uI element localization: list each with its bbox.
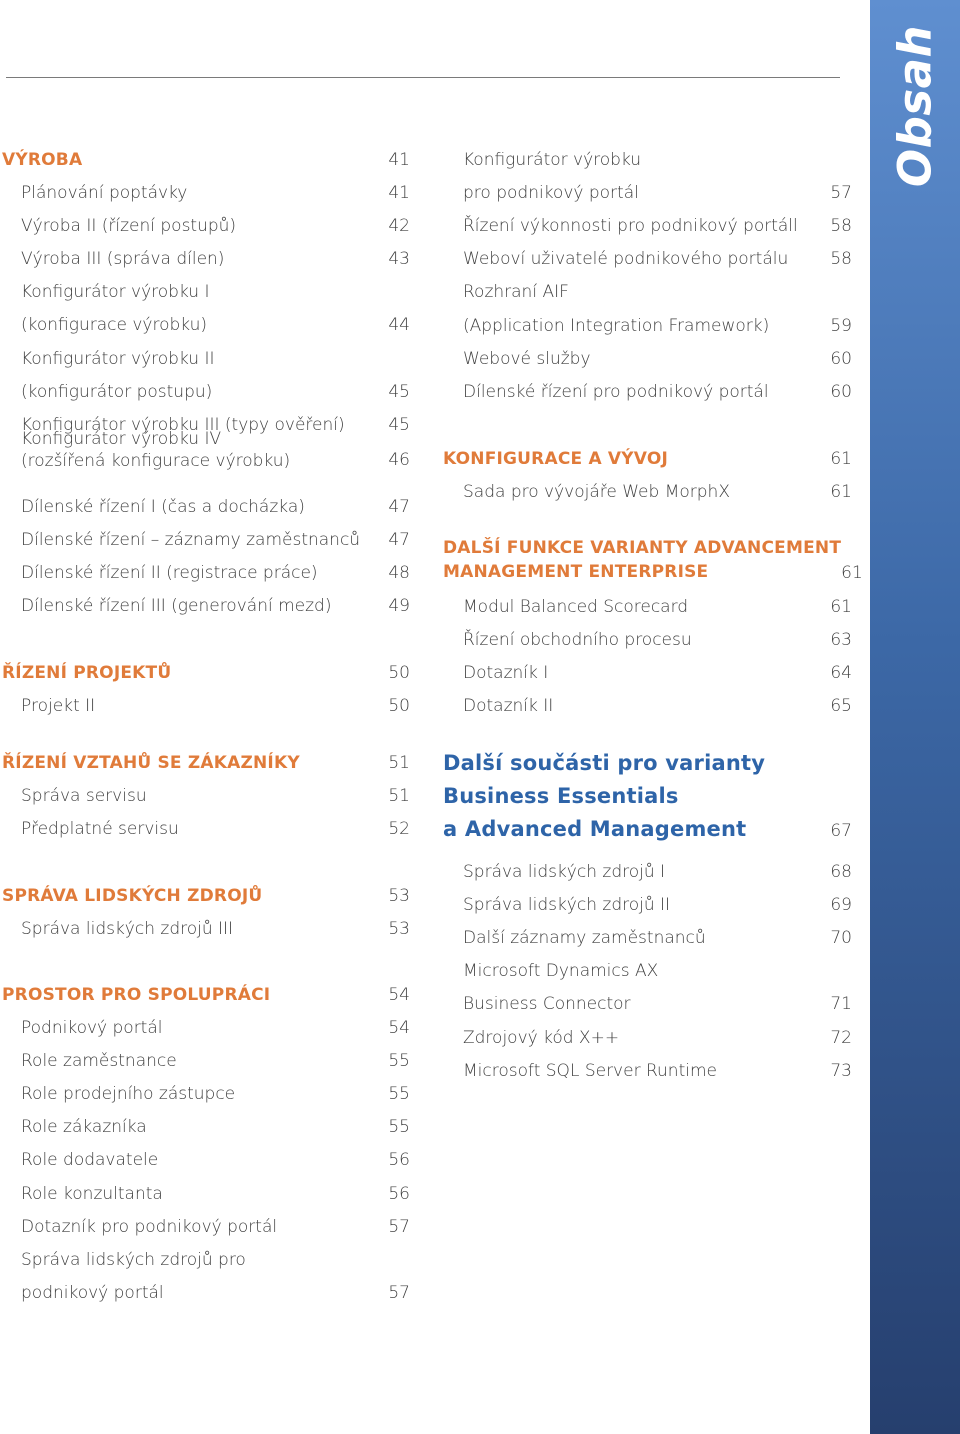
section-title: KONFIGURACE A VÝVOJ: [443, 448, 669, 469]
page-number: 59: [830, 315, 852, 336]
toc-entry[interactable]: [442, 209, 852, 242]
toc-entry[interactable]: [0, 1243, 410, 1276]
page-number: 58: [830, 215, 852, 236]
entry-title: Dílenské řízení I (čas a docházka): [21, 496, 305, 517]
page-number: 52: [388, 818, 410, 839]
entry-title: Modul Balanced Scorecard: [463, 596, 689, 617]
toc-entry[interactable]: [442, 855, 852, 888]
entry-title: Řízení výkonnosti pro podnikový portáll: [463, 215, 798, 236]
entry-title: Role dodavatele: [21, 1150, 159, 1171]
toc-entry[interactable]: [0, 176, 410, 209]
toc-entry[interactable]: [442, 176, 852, 209]
entry-title: Dotazník II: [463, 696, 554, 717]
page-number: 63: [830, 629, 852, 650]
toc-entry[interactable]: [0, 276, 410, 309]
page-number: 42: [388, 215, 410, 236]
toc-entry[interactable]: [0, 1210, 410, 1243]
toc-entry[interactable]: [442, 143, 852, 176]
section-title: PROSTOR PRO SPOLUPRÁCI: [2, 984, 271, 1005]
page-number: 57: [388, 1283, 410, 1304]
section-title-line2: MANAGEMENT ENTERPRISE: [443, 562, 709, 582]
entry-title: Předplatné servisu: [21, 818, 179, 839]
toc-entry[interactable]: [442, 1054, 852, 1087]
section-title: ŘÍZENÍ VZTAHŮ SE ZÁKAZNÍKY: [2, 752, 300, 773]
toc-entry[interactable]: [442, 656, 852, 689]
entry-title: Konfigurátor výrobku III (typy ověření): [21, 414, 345, 435]
page-number: 61: [841, 563, 863, 583]
page-number: 60: [830, 348, 852, 369]
entry-title: (konfigurace výrobku): [21, 315, 208, 336]
section-title-line2: Business Essentials: [443, 784, 679, 808]
entry-title: Webové služby: [463, 348, 591, 369]
page-number: 65: [830, 696, 852, 717]
toc-entry[interactable]: [0, 1011, 410, 1044]
toc-section-dalsi-soucasti[interactable]: [442, 751, 852, 846]
entry-title: (Application Integration Framework): [463, 315, 770, 336]
entry-title-line1: Konfigurátor výrobku IV: [21, 429, 222, 449]
toc-section-dalsi-funkce[interactable]: [442, 536, 863, 584]
toc-entry[interactable]: [0, 427, 410, 473]
page-number: 53: [388, 885, 410, 906]
page-number: 47: [388, 496, 410, 517]
entry-title: Řízení obchodního procesu: [463, 629, 692, 650]
page-number: 44: [388, 315, 410, 336]
entry-title: Zdrojový kód X++: [463, 1027, 620, 1048]
page-number: 56: [388, 1183, 410, 1204]
page-number: 50: [388, 695, 410, 716]
toc-section-zdroje[interactable]: [0, 879, 410, 912]
page-number: 48: [388, 562, 410, 583]
page-number: 68: [830, 861, 852, 882]
page-number: 51: [388, 785, 410, 806]
toc-entry[interactable]: [0, 490, 410, 523]
toc-entry[interactable]: [442, 342, 852, 375]
page-number: 45: [388, 381, 410, 402]
page-number: 55: [388, 1083, 410, 1104]
toc-entry[interactable]: [442, 475, 852, 508]
entry-title: podnikový portál: [21, 1283, 164, 1304]
header-rule: [6, 77, 840, 78]
page-number: 49: [388, 596, 410, 617]
page-number: 72: [830, 1027, 852, 1048]
page-number: 55: [388, 1117, 410, 1138]
section-title: SPRÁVA LIDSKÝCH ZDROJŮ: [2, 885, 263, 906]
toc-entry[interactable]: [0, 689, 410, 722]
page-number: 69: [830, 894, 852, 915]
entry-title: Další záznamy zaměstnanců: [463, 927, 706, 948]
toc-entry[interactable]: [0, 812, 410, 845]
page-number: 71: [830, 994, 852, 1015]
toc-entry[interactable]: [442, 921, 852, 954]
page-number: 51: [388, 752, 410, 773]
toc-entry[interactable]: [442, 375, 852, 408]
page-number: 64: [830, 662, 852, 683]
entry-title: Podnikový portál: [21, 1017, 163, 1038]
page-number: 54: [388, 1017, 410, 1038]
page-number: 43: [388, 248, 410, 269]
page-number: 57: [830, 182, 852, 203]
entry-title: Weboví uživatelé podnikového portálu: [463, 249, 789, 270]
page-number: 57: [388, 1216, 410, 1237]
toc-entry[interactable]: [0, 1077, 410, 1110]
entry-title: Výroba II (řízení postupů): [21, 215, 237, 236]
page-number: 70: [830, 927, 852, 948]
sidebar-band: [870, 0, 960, 1434]
toc-entry[interactable]: [442, 623, 852, 656]
toc-entry[interactable]: [442, 690, 852, 723]
toc-entry[interactable]: [0, 590, 410, 623]
entry-title: Role konzultanta: [21, 1183, 163, 1204]
entry-title: Konfigurátor výrobku II: [21, 348, 215, 369]
toc-entry[interactable]: [442, 276, 852, 309]
toc-entry[interactable]: [0, 209, 410, 242]
entry-title: Dílenské řízení pro podnikový portál: [463, 381, 769, 402]
toc-entry[interactable]: [0, 1277, 410, 1310]
section-title: ŘÍZENÍ PROJEKTŮ: [2, 662, 172, 683]
entry-title: pro podnikový portál: [463, 182, 639, 203]
toc-entry[interactable]: [442, 1021, 852, 1054]
entry-title: Role prodejního zástupce: [21, 1083, 236, 1104]
section-title-line1: Další součásti pro varianty: [443, 751, 766, 775]
toc-entry[interactable]: [0, 375, 410, 408]
entry-title: Projekt II: [21, 695, 96, 716]
toc-entry[interactable]: [442, 955, 852, 988]
page-number: 60: [830, 381, 852, 402]
toc-section-projekty[interactable]: [0, 656, 410, 689]
section-title-line3: a Advanced Management: [443, 817, 747, 841]
toc-entry[interactable]: [0, 1111, 410, 1144]
entry-title: Konfigurátor výrobku: [463, 149, 642, 170]
toc-entry[interactable]: [442, 309, 852, 342]
page-number: 56: [388, 1150, 410, 1171]
toc-entry[interactable]: [0, 556, 410, 589]
entry-title: Microsoft Dynamics AX: [463, 961, 659, 982]
entry-title: Role zaměstnance: [21, 1050, 177, 1071]
page-number: 46: [388, 450, 410, 470]
page-number: 61: [830, 481, 852, 502]
page-number: 45: [388, 414, 410, 435]
page-number: 50: [388, 662, 410, 683]
toc-entry[interactable]: [0, 1144, 410, 1177]
entry-title: Správa servisu: [21, 785, 147, 806]
toc-entry[interactable]: [442, 243, 852, 276]
toc-entry[interactable]: [442, 988, 852, 1021]
entry-title: Dotazník I: [463, 662, 549, 683]
toc-section-konfigurace[interactable]: [442, 442, 852, 475]
entry-title: Správa lidských zdrojů I: [463, 861, 666, 882]
entry-title: Sada pro vývojáře Web MorphX: [463, 481, 730, 502]
entry-title: Business Connector: [463, 994, 631, 1015]
toc-entry[interactable]: [0, 912, 410, 945]
page-number: 53: [388, 918, 410, 939]
page-number: 47: [388, 529, 410, 550]
page-number: 41: [388, 149, 410, 170]
entry-title-line2: (rozšířená konfigurace výrobku): [21, 451, 291, 471]
toc-entry[interactable]: [0, 1177, 410, 1210]
toc-entry[interactable]: [0, 1044, 410, 1077]
section-title-line1: DALŠÍ FUNKCE VARIANTY ADVANCEMENT: [443, 538, 842, 558]
entry-title: Role zákazníka: [21, 1117, 147, 1138]
toc-section-prostor[interactable]: [0, 978, 410, 1011]
toc-entry[interactable]: [0, 779, 410, 812]
entry-title: Správa lidských zdrojů pro: [21, 1249, 246, 1270]
page-number: 55: [388, 1050, 410, 1071]
toc-entry[interactable]: [0, 242, 410, 275]
page-number: 67: [830, 821, 852, 841]
entry-title: Microsoft SQL Server Runtime: [463, 1060, 717, 1081]
entry-title: Dílenské řízení – záznamy zaměstnanců: [21, 529, 361, 550]
toc-entry[interactable]: [0, 523, 410, 556]
entry-title: (konfigurátor postupu): [21, 381, 213, 402]
page-number: 73: [830, 1060, 852, 1081]
entry-title: Plánování poptávky: [21, 182, 188, 203]
page-number: 54: [388, 984, 410, 1005]
toc-entry[interactable]: [0, 342, 410, 375]
page-number: 61: [830, 448, 852, 469]
page-number: 41: [388, 182, 410, 203]
entry-title: Správa lidských zdrojů III: [21, 918, 234, 939]
toc-section-vyroba[interactable]: [0, 143, 410, 176]
toc-entry[interactable]: [0, 309, 410, 342]
toc-entry[interactable]: [442, 590, 852, 623]
entry-title: Dílenské řízení III (generování mezd): [21, 596, 332, 617]
entry-title: Rozhraní AIF: [463, 282, 569, 303]
sidebar-title: Obsah: [888, 24, 942, 188]
entry-title: Dílenské řízení II (registrace práce): [21, 562, 318, 583]
entry-title: Konfigurátor výrobku I: [21, 282, 210, 303]
toc-entry[interactable]: [442, 888, 852, 921]
page-number: 61: [830, 596, 852, 617]
entry-title: Výroba III (správa dílen): [21, 248, 225, 269]
section-title: VÝROBA: [2, 149, 83, 170]
entry-title: Dotazník pro podnikový portál: [21, 1216, 278, 1237]
entry-title: Správa lidských zdrojů II: [463, 894, 671, 915]
page-number: 58: [830, 249, 852, 270]
toc-section-zakaznici[interactable]: [0, 746, 410, 779]
